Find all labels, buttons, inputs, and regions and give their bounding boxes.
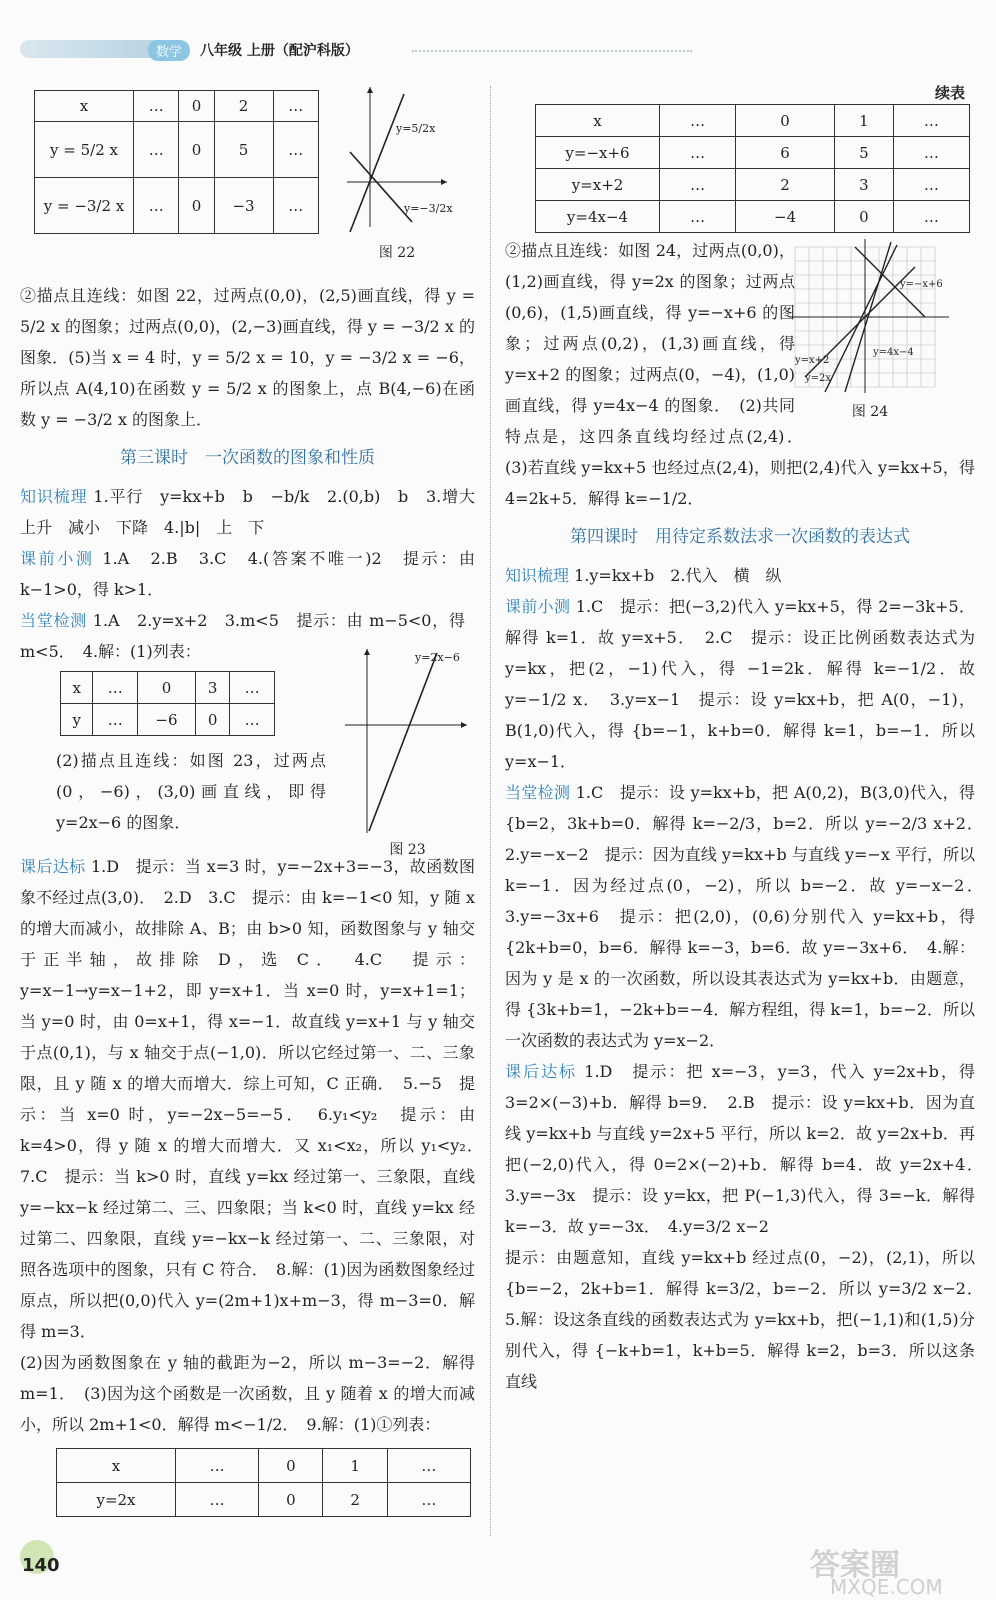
table-cell: … [660, 137, 736, 169]
table-cell: … [134, 91, 179, 122]
table-cell: … [660, 169, 736, 201]
knowledge-review-text: 1.平行 y=kx+b b −b/k 2.(0,b) b 3.增大 上升 减小 下降 4.|b| 上 下 [20, 487, 492, 537]
fig24-block [505, 233, 975, 514]
label-keqian-2: 课前小测 [505, 597, 571, 616]
figure-23-graph [345, 645, 470, 835]
table-cell: y=2x [57, 1483, 176, 1517]
after-class-text: 1.D 提示：当 x=3 时，y=−2x+3=−3，故函数图象不经过点(3,0)． 2.D 3.C 提示：由 k=−1<0 知，y 随 x 的增大而减小，故排除 A、B；由 b>0 知，函数图象与 y 轴交于正半轴，故排除 D，选 C． 4.C 提示：y=x−1→y=x−1+2，即 y=x+1．当 x=0 时，y=x+1=1；当 y=0 时，由 0=x+1，得 x=−1．故直线 y=x+1 与 y 轴交于点(0,1)，与 x 轴交于点(−1,0)．所以它经过第一、二、三象限，且 y 随 x 的增大而增大．综上可知，C 正确． 5.−5 提示：当 x=0 时，y=−2x−5=−5． 6.y₁<y₂ 提示：由 k=4>0，得 y 随 x 的增大而增大．又 x₁<x₂，所以 y₁<y₂． 7.C 提示：当 k>0 时，直线 y=kx 经过第一、三象限，直线 y=−kx−k 经过第二、三、四象限；当 k<0 时，直线 y=kx 经过第二、四象限，直线 y=−kx−k 经过第一、二、三象限，对照各选项中的图象，只有 C 符合． 8.解：(1)因为函数图象经过原点，所以把(0,0)代入 y=(2m+1)x+m−3，得 m−3=0．解得 m=3． [20, 857, 492, 1341]
table-cell: … [230, 704, 275, 736]
table-cell: 0 [259, 1483, 323, 1517]
table-cell: 0 [834, 201, 893, 233]
table-row [57, 1449, 471, 1483]
figure-22 [342, 82, 452, 262]
table-cell: … [660, 201, 736, 233]
fig22-caption: 图 22 [378, 245, 416, 261]
table-row [57, 1483, 471, 1517]
table-cell: 0 [179, 122, 214, 178]
section-title-3: 第三课时 一次函数的图象和性质 [120, 448, 375, 468]
in-class-check-block [20, 605, 475, 858]
fig24-label-4: y=2x [805, 373, 832, 384]
table-cell: … [893, 201, 969, 233]
table-cell: −6 [138, 704, 196, 736]
label-kehou-2: 课后达标 [505, 1062, 578, 1081]
table-cell: 3 [834, 169, 893, 201]
knowledge-review-2 [505, 560, 975, 591]
table-cell: … [134, 122, 179, 178]
table-row [536, 201, 970, 233]
table-cell: 5 [214, 122, 273, 178]
table-cell: 0 [138, 672, 196, 704]
table-cell: y=−x+6 [536, 137, 660, 169]
left-paragraph-2: (2)描点且连线：如图 23，过两点(0，−6)，(3,0)画直线，即得 y=2x−6 的图象． [56, 751, 326, 832]
table-cell: … [176, 1449, 259, 1483]
table-cell: 2 [736, 169, 835, 201]
section-title-4: 第四课时 用待定系数法求一次函数的表达式 [570, 527, 910, 547]
pre-class-quiz-2-text: 1.C 提示：把(−3,2)代入 y=kx+5，得 2=−3k+5．解得 k=1．故 y=x+5． 2.C 提示：设正比例函数表达式为 y=kx，把(2，−1)代入，得 −1=2k．解得 k=−1/2．故 y=−1/2 x． 3.y=x−1 提示：设 y=kx+b，把 A(0，−1)，B(1,0)代入，得 {b=−1，k+b=0．解得 k=1，b=−1．所以 y=x−1． [505, 597, 975, 771]
table-cell: y = −3/2 x [35, 178, 134, 234]
table-cell: 1 [834, 105, 893, 137]
table1 [34, 90, 319, 234]
left-paragraph-3: (2)因为函数图象在 y 轴的截距为−2，所以 m−3=−2．解得 m=1． (3)因为这个函数是一次函数，且 y 随着 x 的增大而减小，所以 2m+1<0．解得 m<−1/2． 9.解：(1)①列表： [20, 1353, 475, 1434]
label-dangtang: 当堂检测 [20, 611, 87, 630]
table-cell: −3 [214, 178, 273, 234]
watermark-logo: 答案圈 [810, 1548, 900, 1583]
table-cell: … [387, 1449, 470, 1483]
table-cell: y=x+2 [536, 169, 660, 201]
table-row [35, 91, 319, 122]
header-dotted-line [412, 50, 692, 52]
table-cell: … [93, 672, 138, 704]
table-cell: 0 [179, 178, 214, 234]
fig24-label-2: y=4x−4 [873, 347, 914, 358]
left-paragraph-1: ②描点且连线：如图 22，过两点(0,0)，(2,5)画直线，得 y = 5/2 x 的图象；过两点(0,0)，(2,−3)画直线，得 y = −3/2 x 的图象．(5)当 x = 4 时，y = 5/2 x = 10，y = −3/2 x = −6，所以点 A(4,10)在函数 y = 5/2 x 的图象上，点 B(4,−6)在函数 y = −3/2 x 的图象上． [20, 286, 475, 429]
table-cell: … [893, 137, 969, 169]
pre-class-quiz [20, 543, 475, 605]
table-cell: … [176, 1483, 259, 1517]
table-cell: −4 [736, 201, 835, 233]
in-class-check-2 [505, 777, 992, 1056]
knowledge-review-2-text: 1.y=kx+b 2.代入 横 纵 [574, 566, 782, 585]
table-cell: … [273, 178, 318, 234]
label-keqian: 课前小测 [20, 549, 95, 568]
table-cell: y = 5/2 x [35, 122, 134, 178]
table-row [61, 672, 275, 704]
table-cell: 0 [259, 1449, 323, 1483]
table-cell: y=4x−4 [536, 201, 660, 233]
fig22-label-1: y=5/2x [396, 122, 436, 135]
fig22-label-2: y=−3/2x [404, 202, 453, 215]
table-row [536, 137, 970, 169]
table-cell: 2 [323, 1483, 387, 1517]
left-column [20, 82, 492, 1517]
table-cell: … [660, 105, 736, 137]
fig23-caption: 图 23 [389, 842, 426, 858]
in-class-check-2-text: 1.C 提示：设 y=kx+b，把 A(0,2)，B(3,0)代入，得 {b=2，3k+b=0．解得 k=−2/3，b=2．所以 y=−2/3 x+2． 2.y=−x−2 提示：因为直线 y=kx+b 与直线 y=−x 平行，所以 k=−1．因为经过点(0，−2)，所以 b=−2．故 y=−x−2． 3.y=−3x+6 提示：把(2,0)，(0,6)分别代入 y=kx+b，得 {2k+b=0，b=6．解得 k=−3，b=6．故 y=−3x+6． 4.解：因为 y 是 x 的一次函数，所以设其表达式为 y=kx+b．由题意，得 {3k+b=1，−2k+b=−4．解方程组，得 k=1，b=−2．所以一次函数的表达式为 y=x−2． [505, 783, 992, 1050]
table-row [536, 169, 970, 201]
table4 [535, 104, 970, 233]
pre-class-quiz-text: 1.A 2.B 3.C 4.(答案不唯一)2 提示：由 k−1>0，得 k>1． [20, 549, 475, 599]
table-cell: … [134, 178, 179, 234]
table-cell: 0 [179, 91, 214, 122]
table-cell: … [893, 105, 969, 137]
table-cell: x [57, 1449, 176, 1483]
table-cell: … [273, 122, 318, 178]
paragraph-2-wrap [56, 745, 326, 838]
table-cell: 0 [195, 704, 229, 736]
pre-class-quiz-2 [505, 591, 975, 777]
table-cell: … [387, 1483, 470, 1517]
right-column [505, 82, 992, 1397]
table1-fig22-block [20, 82, 475, 262]
table3 [56, 1448, 471, 1517]
table-cell: 5 [834, 137, 893, 169]
fig24-label-1: y=−x+6 [900, 279, 943, 290]
knowledge-review [20, 481, 492, 543]
label-kehou: 课后达标 [20, 857, 86, 876]
right-paragraph-1: ②描点且连线：如图 24，过两点(0,0)，(1,2)画直线，得 y=2x 的图象；过两点(0,6)，(1,5)画直线，得 y=−x+6 的图象；过两点(0,2)，(1,3)画直线，得 y=x+2 的图象；过两点(0，−4)，(1,0)画直线，得 y=4x−4 的图象． (2)共同特点是，这四条直线均经过点(2,4)． (3)若直线 y=kx+5 也经过点(2,4)，则把(2,4)代入 y=kx+5，得 4=2k+5．解得 k=−1/2． [505, 241, 975, 508]
table-cell: … [230, 672, 275, 704]
in-class-check-text: 1.A 2.y=x+2 3.m<5 提示：由 m−5<0，得 m<5． 4.解：(1)列表： [20, 611, 465, 661]
continued-table-label: 续表 [934, 84, 965, 102]
table-cell: … [93, 704, 138, 736]
watermark-url: MXQE.COM [830, 1575, 943, 1599]
table-row [536, 105, 970, 137]
table-cell: 0 [736, 105, 835, 137]
fig23-label: y=2x−6 [415, 651, 460, 664]
table-cell: 1 [323, 1449, 387, 1483]
table-cell: x [536, 105, 660, 137]
right-paragraph-2: 提示：由题意知，直线 y=kx+b 经过点(0，−2)，(2,1)，所以 {b=−2，2k+b=1．解得 k=3/2，b=−2．所以 y=3/2 x−2． 5.解：设这条直线的函数表达式为 y=kx+b，把(−1,1)和(1,5)分别代入，得 {−k+b=1，k+b=5．解得 k=2，b=3．所以这条直线 [505, 1248, 992, 1391]
table-cell: 2 [214, 91, 273, 122]
table-cell: y [61, 704, 93, 736]
fig24-caption: 图 24 [851, 404, 889, 420]
after-class-2-text: 1.D 提示：把 x=−3，y=3，代入 y=2x+b，得 3=2×(−3)+b．解得 b=9． 2.B 提示：设 y=kx+b．因为直线 y=kx+b 与直线 y=2x+5 平行，所以 k=2．故 y=2x+b．再把(−2,0)代入，得 0=2×(−2)+b．解得 b=4．故 y=2x+4． 3.y=−3x 提示：设 y=kx，把 P(−1,3)代入，得 3=−k．解得 k=−3．故 y=−3x． 4.y=3/2 x−2 [505, 1062, 992, 1236]
figure-23 [345, 645, 470, 859]
table-row [35, 178, 319, 234]
page-number: 140 [22, 1555, 60, 1576]
figure-24 [785, 237, 955, 421]
table-cell: 6 [736, 137, 835, 169]
table-cell: 3 [195, 672, 229, 704]
after-class [20, 851, 492, 1347]
label-zhishi-2: 知识梳理 [505, 566, 570, 585]
header-title: 八年级 上册（配沪科版） [200, 43, 359, 59]
label-dangtang-2: 当堂检测 [505, 783, 571, 802]
table-row [61, 704, 275, 736]
page-header [20, 38, 700, 64]
table-cell: … [893, 169, 969, 201]
after-class-2 [505, 1056, 992, 1242]
table-cell: … [273, 91, 318, 122]
table-row [35, 122, 319, 178]
header-subject: 数学 [148, 40, 190, 61]
table2 [60, 671, 275, 736]
label-zhishi: 知识梳理 [20, 487, 88, 506]
fig24-label-3: y=x+2 [795, 355, 830, 366]
table-cell: x [61, 672, 93, 704]
table-cell: x [35, 91, 134, 122]
column-divider [490, 86, 491, 1536]
